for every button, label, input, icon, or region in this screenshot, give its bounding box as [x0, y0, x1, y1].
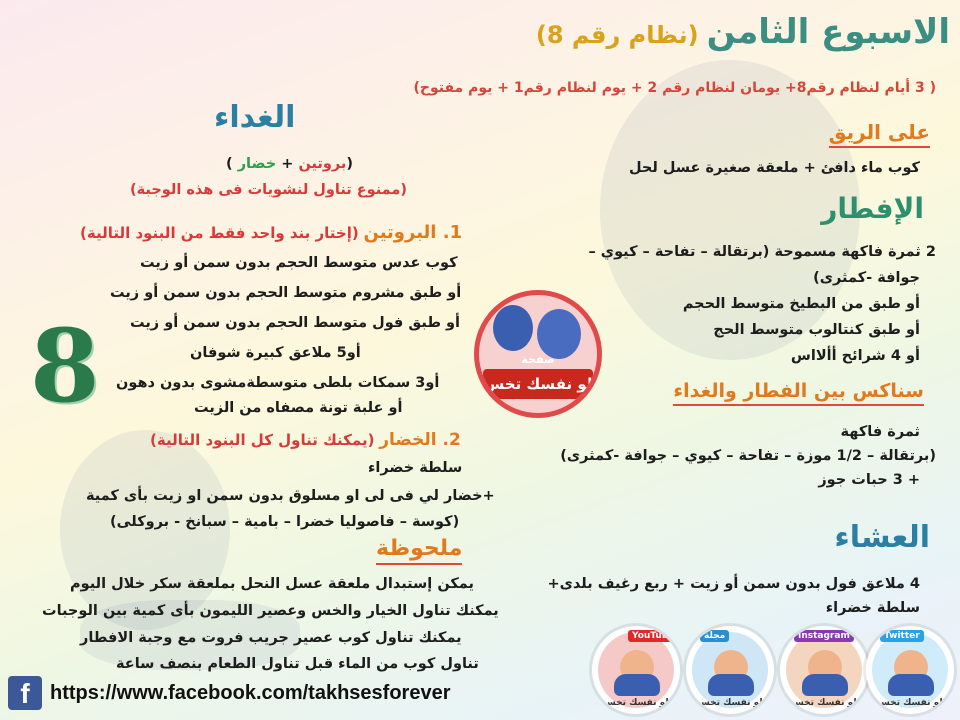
twitter-logo[interactable] — [866, 626, 954, 714]
list-item: أو طبق كنتالوب متوسط الحج — [713, 322, 920, 338]
list-item: أو طبق من البطيخ متوسط الحجم — [682, 296, 920, 312]
list-item: يمكنك تناول كوب عصير جريب فروت مع وجبة الافطار — [80, 630, 462, 646]
page-title — [390, 12, 950, 52]
list-item: أو طبق مشروم متوسط الحجم بدون سمن أو زيت — [110, 285, 462, 301]
dinner-heading: العشاء — [834, 520, 930, 555]
list-item: أو علبة تونة مصفاه من الزيت — [194, 400, 403, 416]
note-heading: ملحوظة — [376, 536, 462, 561]
list-item: سلطة خضراء — [368, 460, 463, 476]
week-number: 8 — [30, 307, 100, 425]
list-item: يمكن إستبدال ملعقة عسل النحل بملعقة سكر خلال اليوم — [70, 576, 474, 592]
magazine-logo-label: لو نفسك تخس — [697, 698, 763, 708]
twitter-logo-label: لو نفسك تخس — [877, 698, 943, 708]
list-item: (برتقالة – 1/2 موزة – تفاحة – كيوي – جوافة -كمثرى) — [560, 448, 936, 464]
snacks-heading: سناكس بين الفطار والغداء — [673, 380, 924, 402]
list-item: كوب عدس متوسط الحجم بدون سمن أو زيت — [140, 255, 458, 271]
magazine-badge: مجلة — [700, 630, 729, 642]
list-item: أو5 ملاعق كبيرة شوفان — [190, 345, 361, 361]
twitter-badge: Twitter — [880, 630, 924, 642]
instagram-logo[interactable] — [780, 626, 868, 714]
lunch-heading: الغداء — [214, 100, 296, 135]
lunch-combo: (بروتين + خضار ) — [226, 156, 353, 172]
magazine-logo[interactable] — [686, 626, 774, 714]
list-item: (كوسة – فاصوليا خضرا – بامية – سبانخ - بروكلى) — [110, 514, 460, 530]
facebook-icon[interactable]: f — [8, 676, 42, 710]
brand-logo-caption: صفحة — [521, 353, 555, 366]
facebook-url-link[interactable]: https://www.facebook.com/takhsesforever — [50, 682, 451, 704]
list-item: 4 ملاعق فول بدون سمن أو زيت + ربع رغيف بلدى+ — [547, 576, 920, 592]
page-subtitle: ( 3 أيام لنظام رقم8+ يومان لنظام رقم 2 + يوم لنظام رقم1 + يوم مفتوح) — [413, 80, 936, 96]
list-item: + 3 حبات جوز — [818, 472, 920, 488]
lunch-warning: (ممنوع تناول لنشويات فى هذه الوجبة) — [130, 182, 408, 198]
list-item: أو طبق فول متوسط الحجم بدون سمن أو زيت — [130, 315, 461, 331]
youtube-logo[interactable] — [592, 626, 680, 714]
title-main: الاسبوع الثامن — [706, 12, 950, 52]
list-item: يمكنك تناول الخيار والخس وعصير الليمون بأى كمية بين الوجبات — [42, 603, 499, 619]
list-item: أو 4 شرائح أألااس — [790, 348, 920, 364]
list-item: سلطة خضراء — [825, 600, 920, 616]
fasting-line: كوب ماء دافئ + ملعقة صغيرة عسل لحل — [628, 160, 920, 176]
combo-vegetables: خضار — [237, 156, 277, 172]
fasting-heading: على الريق — [829, 120, 930, 144]
youtube-logo-label: لو نفسك تخس — [603, 698, 669, 708]
list-item: ثمرة فاكهة — [840, 424, 920, 440]
list-item: أو3 سمكات بلطى متوسطةمشوى بدون دهون — [116, 375, 440, 391]
vegetable-section-heading: 2. الخضار (يمكنك تناول كل البنود التالية) — [150, 430, 461, 450]
list-item: 2 ثمرة فاكهة مسموحة (برتقالة – تفاحة – كيوي – — [588, 244, 936, 260]
combo-protein: بروتين — [298, 156, 347, 172]
list-item: جوافة -كمثرى) — [813, 270, 920, 286]
breakfast-heading: الإفطار — [821, 192, 924, 225]
protein-section-heading: 1. البروتين (إختار بند واحد فقط من البنود التالية) — [80, 222, 463, 243]
youtube-badge: YouTube — [628, 630, 678, 642]
brand-logo-banner: لو نفسك تخس — [483, 369, 593, 399]
list-item: تناول كوب من الماء قبل تناول الطعام بنصف ساعة — [116, 656, 479, 672]
list-item: +خضار لي فى لى او مسلوق بدون سمن او زيت بأى كمية — [86, 488, 495, 504]
brand-logo — [474, 290, 602, 418]
title-sub: (نظام رقم 8) — [535, 21, 699, 49]
instagram-badge: Instagram — [794, 630, 854, 642]
instagram-logo-label: لو نفسك تخس — [791, 698, 857, 708]
